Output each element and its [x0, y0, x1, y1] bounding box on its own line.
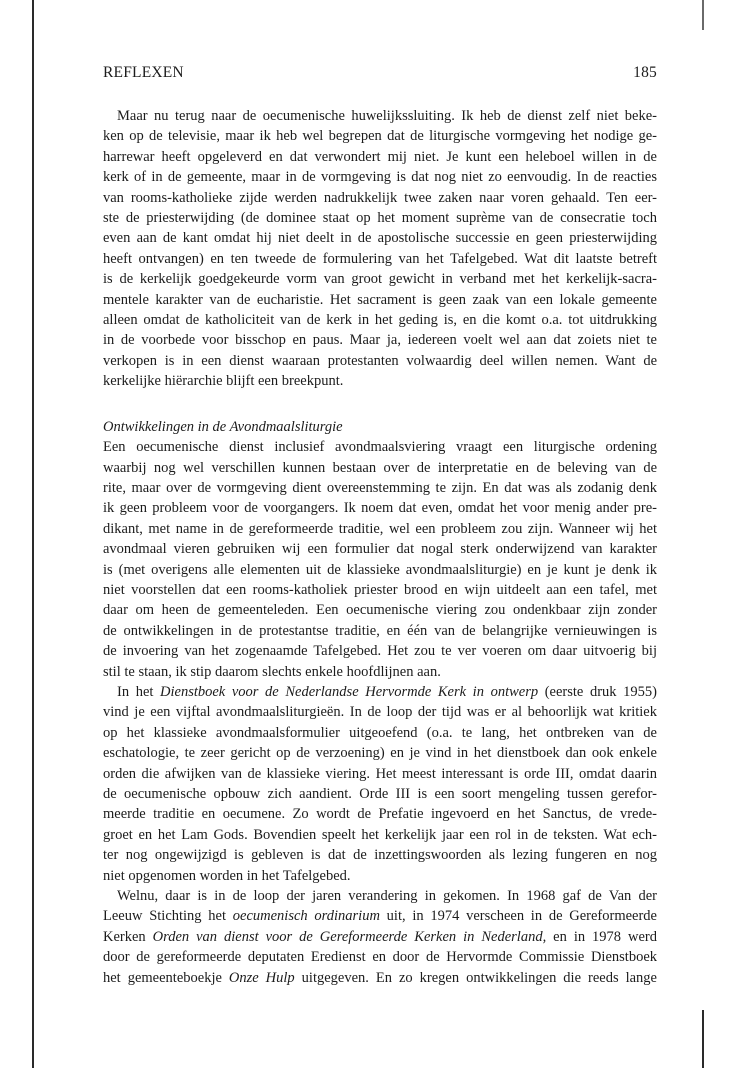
- book-title: Orden van dienst voor de Gereformeerde Kerken in Nederland,: [152, 928, 547, 945]
- text-line: heeft ontvangen) en ten tweede de formulering van het Tafelgebed. Wat dit laatste betreft: [103, 250, 657, 267]
- section-heading: Ontwikkelingen in de Avondmaalsliturgie: [103, 418, 343, 435]
- text-line: meerde traditie en oecumene. Zo wordt de Prefatie ingevoerd en het Sanctus, de vrede-: [103, 806, 657, 823]
- text-line: dikant, met name in de gereformeerde traditie, wel een probleem zou zijn. Wanneer wij het: [103, 520, 657, 537]
- text-line: daar om heen de gemeenteleden. Een oecumenische viering zou ondenkbaar zijn zonder: [103, 602, 657, 619]
- page-right-edge: [702, 0, 704, 30]
- text-line: avondmaal vieren gebruiken wij een formulier dat nogal sterk onderwijzend van karakter: [103, 541, 657, 558]
- text-line: de ontwikkelingen in de protestantse traditie, en één van de belangrijke vernieuwingen is: [103, 622, 657, 639]
- text-line: ste de priesterwijding (de dominee staat op het moment suprème van de consecratie toch: [103, 210, 657, 227]
- text-run: Leeuw Stichting het: [103, 908, 233, 925]
- text-line: waarbij nog wel verschillen kunnen bestaan over de interpretatie en de beleving van de: [103, 459, 657, 476]
- body-text: [103, 106, 657, 988]
- text-line: kerk of in de gemeente, maar in de vormgeving is dat nog niet zo eenvoudig. In de reacties: [103, 169, 657, 186]
- text-run: en in 1978 werd: [546, 928, 658, 945]
- text-line: Maar nu terug naar de oecumenische huwelijkssluiting. Ik heb de dienst zelf niet beke-: [117, 108, 657, 124]
- text-run: In het: [117, 683, 161, 700]
- text-run: (eerste druk 1955): [538, 683, 657, 700]
- page-binding-edge: [32, 0, 34, 1068]
- paragraph-3: [103, 682, 657, 886]
- text-line: ik geen probleem voor de voorgangers. Ik noem dat even, omdat het voor menig ander pre-: [103, 500, 657, 517]
- text-line: alleen omdat de katholiciteit van de kerk in het geding is, en die komt o.a. tot uitdrukking: [103, 312, 657, 329]
- text-line: orden die afwijken van de klassieke viering. Het meest interessant is orde III, omdat daarin: [103, 765, 657, 782]
- text-line: de invoering van het zogenaamde Tafelgebed. Het zou te ver voeren om daar uitvoerig bij: [103, 643, 657, 660]
- book-title: Dienstboek voor de Nederlandse Hervormde Kerk in ontwerp: [160, 683, 539, 700]
- text-line: op het klassieke avondmaalsformulier uitgeoefend (o.a. te lang, het ontbreken van de: [103, 724, 657, 741]
- text-line: rite, maar over de vormgeving dient overeenstemming te zijn. En dat was als zodanig denk: [103, 479, 657, 496]
- text-line: niet voorstellen dat een rooms-katholiek priester brood en wijn uitdeelt aan een tafel, met: [103, 581, 657, 598]
- text-line: kerkelijke hiërarchie blijft een breekpunt.: [103, 373, 344, 390]
- text-run: Kerken: [103, 928, 153, 945]
- text-line: groet en het Lam Gods. Bovendien speelt het kerkelijk jaar een rol in de teksten. Wat ech-: [103, 826, 657, 843]
- text-line: [103, 968, 657, 988]
- text-line: stil te staan, ik stip daarom slechts enkele hoofdlijnen aan.: [103, 663, 441, 680]
- text-line: Een oecumenische dienst inclusief avondmaalsviering vraagt een liturgische ordening: [103, 439, 657, 456]
- text-line: in de voorbede voor bisschop en paus. Maar ja, iedereen voelt wel aan dat zoiets niet te: [103, 332, 657, 349]
- page-number: 185: [633, 64, 657, 81]
- text-line: [103, 906, 657, 926]
- text-line: [103, 682, 657, 702]
- running-header: [103, 64, 657, 82]
- text-line: harrewar heeft opgeleverd en dat verwondert mij niet. Je kunt een heleboel willen in de: [103, 148, 657, 165]
- text-line: [103, 927, 657, 947]
- text-line: verkopen is in een dienst waaraan protestanten volwaardig deel willen nemen. Want de: [103, 352, 657, 369]
- book-title: Onze Hulp: [228, 969, 295, 986]
- paragraph-1: [103, 106, 657, 392]
- text-line: ken op de televisie, maar ik heb wel begrepen dat de liturgische vormgeving het nodige ge-: [103, 128, 657, 145]
- text-line: Welnu, daar is in de loop der jaren verandering in gekomen. In 1968 gaf de Van der: [117, 888, 657, 905]
- text-line: van rooms-katholieke zijde werden nadrukkelijk twee zaken naar voren gehaald. Ten eer-: [103, 189, 657, 206]
- paragraph-4: [103, 886, 657, 988]
- text-line: door de gereformeerde deputaten Eredienst en door de Hervormde Commissie Dienstboek: [103, 949, 657, 966]
- text-line: vind je een vijftal avondmaalsliturgieën. In de loop der tijd was er al behoorlijk wat kritiek: [103, 704, 657, 721]
- paragraph-2: [103, 437, 657, 682]
- text-run: uitgegeven. En zo kregen ontwikkelingen die reeds lange: [294, 969, 657, 986]
- text-line: niet opgenomen worden in het Tafelgebed.: [103, 867, 351, 884]
- text-run: het gemeenteboekje: [103, 969, 229, 986]
- text-line: mentele karakter van de eucharistie. Het sacrament is geen zaak van een lokale gemeente: [103, 291, 657, 308]
- text-line: even aan de kant omdat hij niet deelt in de apostolische successie en geen priesterwijding: [103, 230, 657, 247]
- text-line: is de kerkelijk goedgekeurde vorm van groot gewicht in verband met het kerkelijk-sacra-: [103, 271, 657, 288]
- text-line: de oecumenische opbouw zich aandient. Orde III is een soort mengeling tussen gerefor-: [103, 786, 657, 802]
- text-line: eschatologie, te zeer gericht op de verzoening) en je vind in het dienstboek dan ook enkele: [103, 745, 657, 762]
- text-line: ter nog ongewijzigd is gebleven is dat de inzettingswoorden als lezing fungeren en nog: [103, 847, 657, 864]
- text-run: uit, in 1974 verscheen in de Gereformeerde: [379, 908, 657, 925]
- book-title: oecumenisch ordinarium: [232, 908, 380, 925]
- page-right-edge-bottom: [702, 1010, 704, 1068]
- running-title: REFLEXEN: [103, 64, 184, 81]
- text-line: is (met overigens alle elementen uit de klassieke avondmaalsliturgie) en je kunt je denk ik: [103, 561, 657, 578]
